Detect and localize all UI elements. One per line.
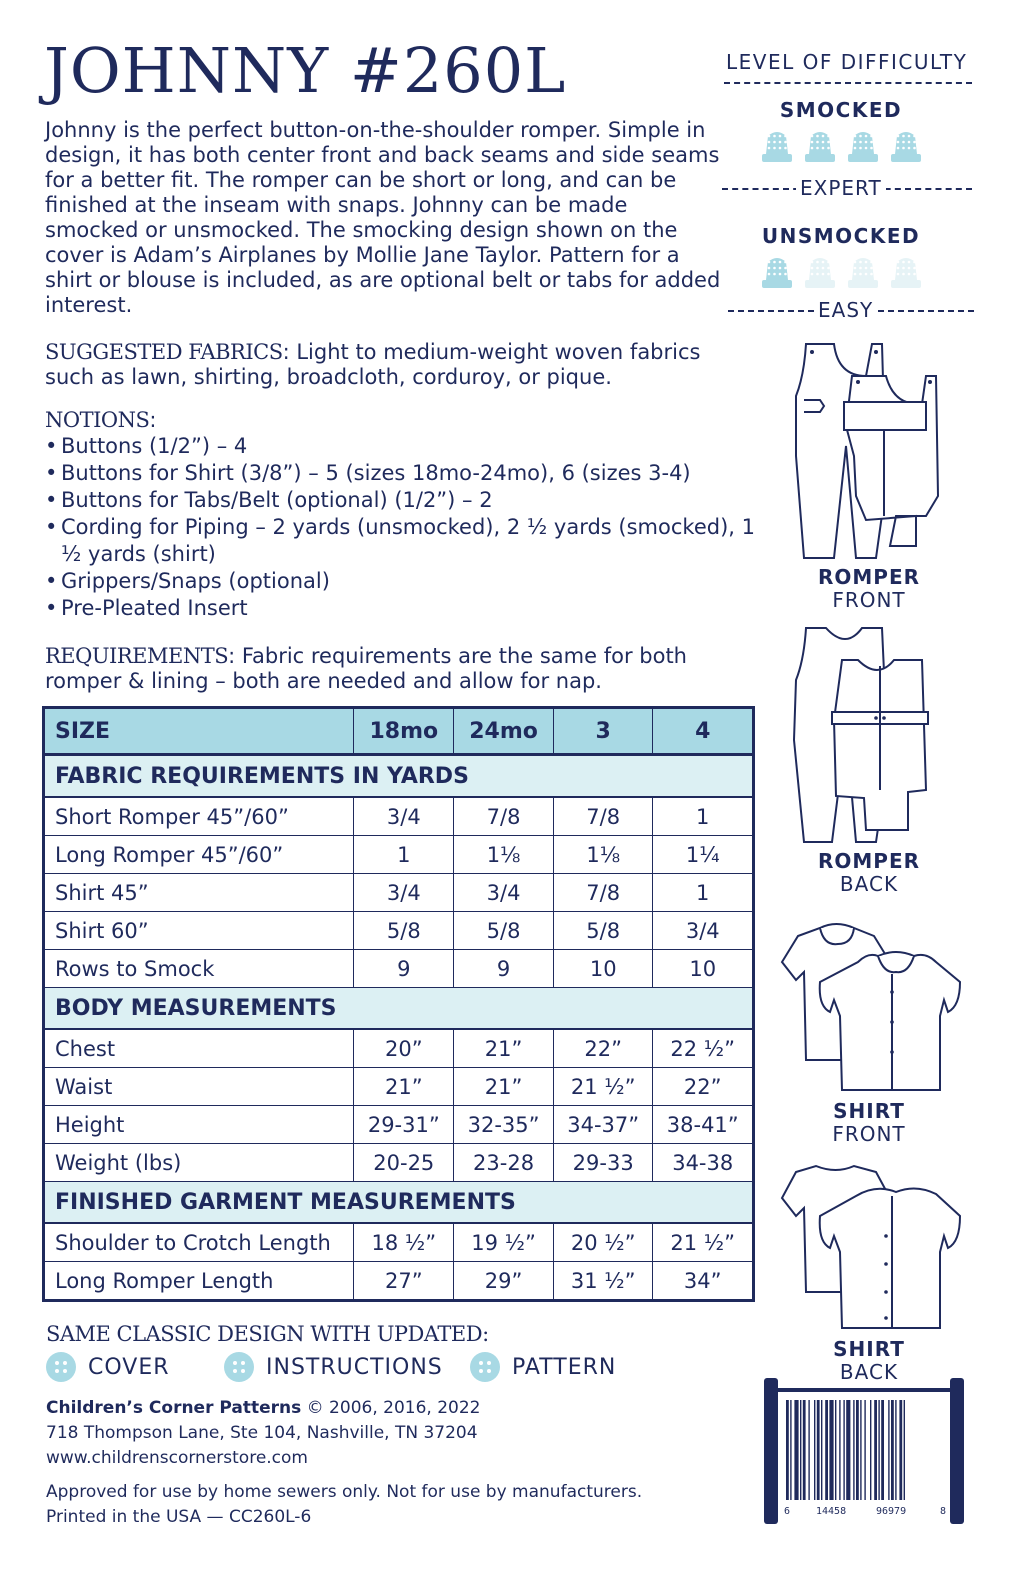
barcode: [764, 1378, 964, 1524]
caption-sub: BACK: [839, 1360, 899, 1384]
table-row: [44, 1262, 754, 1301]
unsmocked-label: UNSMOCKED: [761, 224, 921, 248]
table-cell: 21”: [454, 1029, 554, 1068]
caption-bold: ROMPER: [817, 565, 921, 589]
thimble-icon: [760, 128, 794, 166]
thimble-icon: [803, 128, 837, 166]
printed-text: Printed in the USA — CC260L-6: [46, 1507, 312, 1527]
table-cell: 29”: [454, 1262, 554, 1301]
table-cell: 18 ½”: [354, 1223, 454, 1262]
section-header: FABRIC REQUIREMENTS IN YARDS: [44, 755, 754, 798]
shirt-front-caption: [794, 1100, 944, 1146]
notion-item: • Buttons (1/2”) – 4: [45, 433, 755, 460]
description: Johnny is the perfect button-on-the-shoulder romper. Simple in design, it has both center front and back seams and side seams for a better fit. The romper can be short or long, and can be finished at the inseam with snaps. Johnny can be made smocked or unsmocked. The smocking design shown on the cover is Adam’s Airplanes by Mollie Jane Taylor. Pattern for a shirt or blouse is included, as are optional belt or tabs for added interest.: [45, 118, 721, 317]
publisher-info: [46, 1396, 480, 1471]
row-label: Waist: [44, 1068, 354, 1106]
caption-sub: BACK: [839, 872, 899, 896]
table-cell: 19 ½”: [454, 1223, 554, 1262]
notion-item: • Buttons for Tabs/Belt (optional) (1/2”) – 2: [45, 487, 755, 514]
size-col-header: 3: [553, 708, 653, 755]
barcode-group-1: 14458: [816, 1506, 847, 1517]
table-cell: 21”: [454, 1068, 554, 1106]
notion-item: • Pre-Pleated Insert: [45, 595, 755, 622]
requirements-table: [42, 706, 755, 1302]
smocked-label: SMOCKED: [779, 98, 903, 122]
caption-bold: SHIRT: [833, 1099, 905, 1123]
table-cell: 27”: [354, 1262, 454, 1301]
table-row: [44, 950, 754, 988]
approved-text: Approved for use by home sewers only. Not for use by manufacturers.: [46, 1482, 643, 1502]
updated-item-instructions: [224, 1352, 443, 1382]
notion-item: • Grippers/Snaps (optional): [45, 568, 755, 595]
table-row: [44, 1029, 754, 1068]
table-row: [44, 1144, 754, 1182]
table-cell: 3/4: [454, 874, 554, 912]
table-cell: 9: [454, 950, 554, 988]
notions-section: [45, 408, 755, 622]
section-header: BODY MEASUREMENTS: [44, 988, 754, 1030]
row-label: Long Romper Length: [44, 1262, 354, 1301]
table-cell: 3/4: [653, 912, 754, 950]
barcode-digit-left: 6: [784, 1506, 791, 1517]
size-header: SIZE: [44, 708, 354, 755]
shirt-back-illustration: [776, 1160, 966, 1340]
caption-sub: FRONT: [832, 1122, 906, 1146]
table-cell: 21 ½”: [553, 1068, 653, 1106]
caption-bold: ROMPER: [817, 849, 921, 873]
table-row: [44, 1223, 754, 1262]
romper-front-illustration: [776, 336, 966, 568]
table-cell: 22 ½”: [653, 1029, 754, 1068]
table-cell: 5/8: [454, 912, 554, 950]
unsmocked-thimbles: [760, 254, 923, 292]
section-header: FINISHED GARMENT MEASUREMENTS: [44, 1182, 754, 1224]
table-row: [44, 797, 754, 836]
button-icon: [224, 1352, 254, 1382]
updated-heading: SAME CLASSIC DESIGN WITH UPDATED:: [46, 1322, 489, 1346]
table-cell: 5/8: [553, 912, 653, 950]
table-cell: 1: [354, 836, 454, 874]
table-cell: 38-41”: [653, 1106, 754, 1144]
table-row: [44, 1068, 754, 1106]
romper-back-caption: [794, 850, 944, 896]
notion-item: • Cording for Piping – 2 yards (unsmocked), 2 ½ yards (smocked), 1 ½ yards (shirt): [45, 514, 761, 568]
copyright: © 2006, 2016, 2022: [301, 1398, 481, 1418]
suggested-fabrics-text: : Light to medium-weight woven fabrics such as lawn, shirting, broadcloth, corduroy, or pique.: [45, 340, 701, 389]
table-cell: 7/8: [553, 797, 653, 836]
page-title: JOHNNY #260L: [44, 34, 567, 107]
table-cell: 22”: [553, 1029, 653, 1068]
table-cell: 34-37”: [553, 1106, 653, 1144]
table-row: [44, 836, 754, 874]
row-label: Weight (lbs): [44, 1144, 354, 1182]
updated-item-label: COVER: [88, 1354, 170, 1380]
table-row: [44, 874, 754, 912]
table-cell: 1¼: [653, 836, 754, 874]
row-label: Chest: [44, 1029, 354, 1068]
thimble-icon: [846, 254, 880, 292]
row-label: Long Romper 45”/60”: [44, 836, 354, 874]
table-row: [44, 912, 754, 950]
publisher-name: Children’s Corner Patterns: [46, 1398, 302, 1418]
table-cell: 21 ½”: [653, 1223, 754, 1262]
table-cell: 9: [354, 950, 454, 988]
requirements-heading: REQUIREMENTS: [45, 644, 229, 668]
notion-item: • Buttons for Shirt (3/8”) – 5 (sizes 18mo-24mo), 6 (sizes 3-4): [45, 460, 755, 487]
table-cell: 1⅛: [454, 836, 554, 874]
table-cell: 29-33: [553, 1144, 653, 1182]
table-cell: 10: [553, 950, 653, 988]
row-label: Shirt 45”: [44, 874, 354, 912]
table-cell: 20”: [354, 1029, 454, 1068]
difficulty-title: LEVEL OF DIFFICULTY: [726, 50, 968, 74]
romper-back-illustration: [776, 620, 966, 852]
table-cell: 29-31”: [354, 1106, 454, 1144]
table-cell: 23-28: [454, 1144, 554, 1182]
table-cell: 21”: [354, 1068, 454, 1106]
table-cell: 32-35”: [454, 1106, 554, 1144]
notions-heading: NOTIONS: [45, 408, 150, 432]
table-row: [44, 1106, 754, 1144]
requirements-text: : Fabric requirements are the same for both romper & lining – both are needed and allow for nap.: [45, 644, 687, 693]
updated-item-pattern: [470, 1352, 616, 1382]
website[interactable]: www.childrenscornerstore.com: [46, 1448, 308, 1468]
approved-notice: [46, 1480, 642, 1530]
notions-colon: :: [149, 408, 157, 432]
caption-bold: SHIRT: [833, 1337, 905, 1361]
suggested-fabrics: [45, 340, 755, 390]
button-icon: [470, 1352, 500, 1382]
table-cell: 5/8: [354, 912, 454, 950]
requirements: [45, 644, 735, 694]
thimble-icon: [889, 128, 923, 166]
thimble-icon: [760, 254, 794, 292]
table-header-row: [44, 708, 754, 755]
size-col-header: 4: [653, 708, 754, 755]
table-cell: 34-38: [653, 1144, 754, 1182]
button-icon: [46, 1352, 76, 1382]
expert-label: EXPERT: [796, 176, 886, 200]
divider: [724, 82, 972, 84]
barcode-group-2: 96979: [876, 1506, 907, 1517]
row-label: Shoulder to Crotch Length: [44, 1223, 354, 1262]
suggested-fabrics-heading: SUGGESTED FABRICS: [45, 340, 283, 364]
romper-front-caption: [794, 566, 944, 612]
updated-item-label: PATTERN: [512, 1354, 617, 1380]
thimble-icon: [889, 254, 923, 292]
updated-item-label: INSTRUCTIONS: [266, 1354, 443, 1380]
table-cell: 7/8: [553, 874, 653, 912]
table-cell: 1: [653, 874, 754, 912]
thimble-icon: [846, 128, 880, 166]
address: 718 Thompson Lane, Ste 104, Nashville, TN 37204: [46, 1423, 478, 1443]
table-cell: 3/4: [354, 874, 454, 912]
barcode-digit-right: 8: [940, 1506, 947, 1517]
table-cell: 1: [653, 797, 754, 836]
table-cell: 20 ½”: [553, 1223, 653, 1262]
table-cell: 3/4: [354, 797, 454, 836]
row-label: Short Romper 45”/60”: [44, 797, 354, 836]
table-cell: 10: [653, 950, 754, 988]
table-cell: 22”: [653, 1068, 754, 1106]
shirt-front-illustration: [776, 922, 966, 1102]
size-col-header: 24mo: [454, 708, 554, 755]
size-col-header: 18mo: [354, 708, 454, 755]
row-label: Rows to Smock: [44, 950, 354, 988]
table-cell: 1⅛: [553, 836, 653, 874]
table-cell: 31 ½”: [553, 1262, 653, 1301]
row-label: Height: [44, 1106, 354, 1144]
easy-label: EASY: [814, 298, 877, 322]
row-label: Shirt 60”: [44, 912, 354, 950]
caption-sub: FRONT: [832, 588, 906, 612]
smocked-thimbles: [760, 128, 923, 166]
table-cell: 20-25: [354, 1144, 454, 1182]
table-cell: 34”: [653, 1262, 754, 1301]
updated-item-cover: [46, 1352, 170, 1382]
thimble-icon: [803, 254, 837, 292]
notions-list: [45, 433, 755, 622]
table-cell: 7/8: [454, 797, 554, 836]
